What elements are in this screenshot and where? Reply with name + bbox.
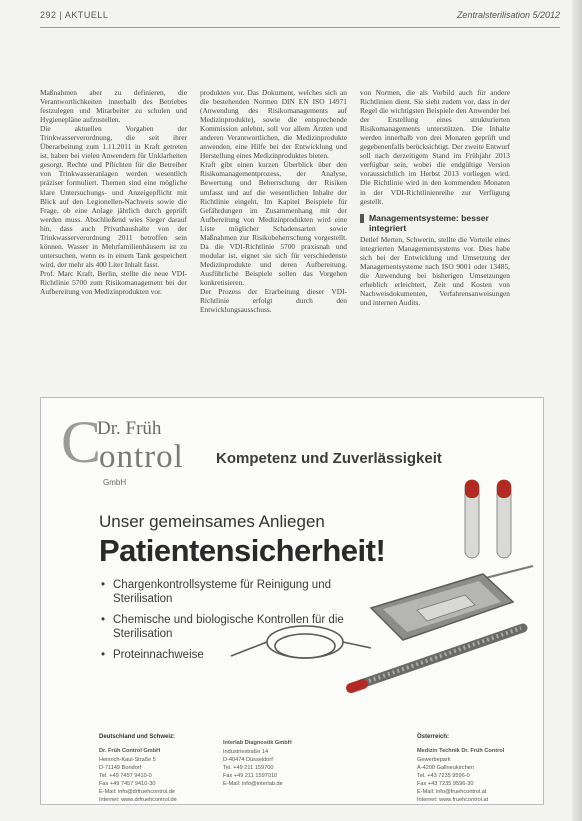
contact-line: Heinrich-Kaul-Straße 5 <box>99 757 156 763</box>
contact-line: E-Mail: info@fruehcontrol.at <box>417 789 487 795</box>
paragraph: produkten vor. Das Dokument, welches sich an die bestehenden Normen DIN EN ISO 14971 (Anwendung des Risikomanagements auf Medizinprodukte), sowie die entsprechende Kommission anlehnt, soll vor allem Ärzten und anderen Verantwortlichen, die Medizinprodukte anwenden, eine Hilfe bei der Entwicklung und Herstellung eines Medizinproduktes bieten. <box>200 88 347 161</box>
page-header <box>40 10 560 22</box>
contact-company-name: Medizin Technik Dr. Früh Control <box>417 748 505 754</box>
contact-region-title: Österreich: <box>417 734 450 740</box>
spiral-screw-icon <box>351 628 523 688</box>
contact-line: Industriestraße 14 <box>223 749 269 755</box>
ad-slogan: Kompetenz und Zuverlässigkeit <box>216 450 442 467</box>
test-device-icon <box>371 574 513 640</box>
contact-line: Fax +43 7235 9596-30 <box>417 781 474 787</box>
contact-line: Tel. +43 7235 9596-0 <box>417 773 470 779</box>
contact-line: Tel. +49 211 159700 <box>223 765 274 771</box>
contact-line: E-Mail: info@drfruehcontrol.de <box>99 789 175 795</box>
logo-dr-name: Dr. Früh <box>97 418 162 439</box>
contact-line: A-4200 Gallneukirchen <box>417 765 474 771</box>
logo-initial: C <box>61 409 102 475</box>
contact-line: E-Mail: info@interlab.de <box>223 781 283 787</box>
article-column-3 <box>360 88 510 370</box>
contact-line: Gewerbepark <box>417 757 451 763</box>
paragraph: Der Prozess der Erarbeitung dieser VDI-Richtlinie erfolgt durch den Entwicklungsausschuss. <box>200 287 347 315</box>
paragraph: Maßnahmen aber zu definieren, die Verantwortlichkeiten innerhalb des Betriebes festzulegen und Mitarbeiter zu schulen und Hygienepläne aufzustellen. <box>40 88 187 125</box>
paragraph: Prof. Marc Kraft, Berlin, stellte die neue VDI-Richtlinie 5700 zum Risikomanagement bei der Aufbereitung von Medizinprodukten vor. <box>40 268 187 297</box>
test-tubes-icon <box>465 480 511 558</box>
list-item: • Proteinnachweise <box>99 648 349 662</box>
contact-line: Internet: www.fruehcontrol.at <box>417 797 489 803</box>
paragraph: Kraft gibt einen kurzen Überblick über den Risikomanagementprozess, der Analyse, Bewertung und Beherrschung der Risiken umfasst und auf die wesentlichen Inhalte der Richtlinie eingeht. Im Kapitel Beispiele für Gefährdungen im Zusammenhang mit der Aufbereitung von Medizinprodukten wird eine Liste möglicher Schadensarten sowie Maßnahmen zur Risikobeherrschung vorgestellt. Da die VDI-Richtlinie 5700 praxisnah und modular ist, eignet sie sich für verschiedenste Medizinprodukte und deren Aufbereitung. Ausführliche Beispiele sollen das Vorgehen konkretisieren. <box>200 160 347 287</box>
article-column-2 <box>200 88 347 370</box>
contact-line: Internet: www.drfruehcontrol.de <box>99 797 177 803</box>
header-section-label: 292 | AKTUELL <box>40 10 109 20</box>
page-spine-shadow <box>572 0 582 821</box>
ad-product-list <box>99 578 349 669</box>
contact-region-title: Deutschland und Schweiz: <box>99 734 176 740</box>
paragraph: Detlef Merten, Schwerin, stellte die Vorteile eines integrierten Managementsystems vor. Dies habe sich bei der Entwicklung und Umsetzung der Managementsysteme nach ISO 9001 oder 13485, die Anwendung bei bisherigen Umsetzungen erheblich erleichtert, Zeit und Kosten von Nachweisdokumenten, Verfahrensanweisungen und internen Audits. <box>360 234 510 307</box>
list-item: • Chargenkontrollsysteme für Reinigung und Sterilisation <box>99 578 349 606</box>
header-divider <box>40 27 560 28</box>
contact-company-name: Interlab Diagnostik GmbH <box>223 740 292 746</box>
company-logo <box>61 408 251 486</box>
ad-tagline: Unser gemeinsames Anliegen <box>99 512 325 531</box>
contact-austria <box>417 733 537 804</box>
logo-legal-form: GmbH <box>103 478 127 487</box>
ad-headline: Patientensicherheit! <box>99 533 386 568</box>
header-journal-name: Zentralsterilisation 5/2012 <box>456 10 560 20</box>
article-column-1 <box>40 88 187 370</box>
section-subheading: Managementsysteme: besser integriert <box>360 213 510 233</box>
contact-line: Fax +49 211 1597010 <box>223 773 278 779</box>
contact-line: Fax +49 7457 9410-30 <box>99 781 156 787</box>
paragraph: von Normen, die als Vorbild auch für andere Richtlinien dient. Sie sieht zudem vor, dass in der Regel die wichtigsten Beispiele den Anwender bei der Erstellung eines strukturierten Risikomanagements unterstützen. Die Inhalte werden innerhalb von drei Monaten geprüft und gegebenenfalls berücksichtigt. Der zweite Entwurf soll nach derzeitigem Stand im Frühjahr 2013 verfügbar sein, wobei die endgültige Version voraussichtlich im Herbst 2013 vorliegen wird. Die Richtlinie wird in den kommenden Monaten in der VDI-Richtlinienreihe zur Verfügung gestellt. <box>360 88 510 206</box>
list-item: • Chemische und biologische Kontrollen für die Sterilisation <box>99 613 349 641</box>
contact-distributor <box>223 733 333 788</box>
contact-company-name: Dr. Früh Control GmbH <box>99 748 161 754</box>
contact-germany-switzerland <box>99 733 219 804</box>
contact-line: D-71149 Bondorf <box>99 765 142 771</box>
paragraph: Die aktuellen Vorgaben der Trinkwasserverordnung, die seit ihrer Überarbeitung zum 1.11.2011 in Kraft getreten ist, haben bei vielen Anwendern für Unklarheiten gesorgt. Rechte und Pflichten für die Betreiber von Trinkwasseranlagen werden wesentlich präziser formuliert. Themen sind eine mögliche klare Untersuchungs- und Anzeigepflicht mit Blick auf den Legionellen-Nachweis sowie die Frage, ob eine Anlage jährlich durch geprüft werden muss. Abschließend wies Sieger darauf hin, dass auch Privathaushalte von der Trinkwasserverordnung 2011 betroffen sein können. Wasser in Mehrfamilienhäusern ist zu untersuchen, wenn es in einem Tank gespeichert wird, der mehr als 400 Liter Inhalt fasst. <box>40 124 187 269</box>
logo-wordmark: ontrol <box>99 439 184 475</box>
advertisement <box>40 397 544 805</box>
contact-line: Tel. +49 7457 9410-0 <box>99 773 152 779</box>
contact-line: D-40474 Düsseldorf <box>223 757 273 763</box>
